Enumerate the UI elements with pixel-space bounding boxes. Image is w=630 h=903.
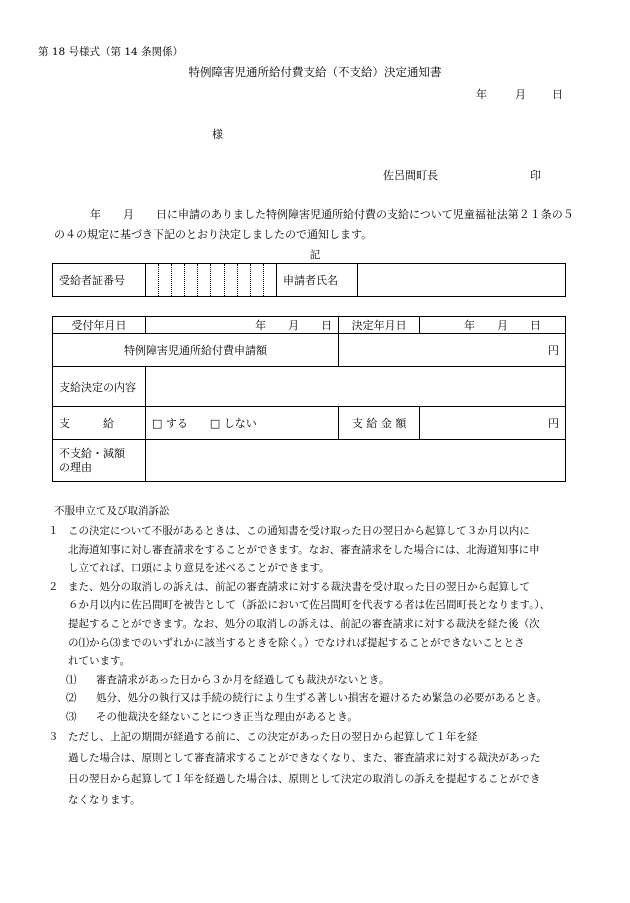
received-date-field[interactable]: 年 月 日: [146, 317, 339, 334]
issue-date: [476, 86, 563, 102]
sub-note-3: ⑶ その他裁決を経ないことにつき正当な理由があるとき。: [66, 710, 358, 723]
requested-amount-label: 特例障害児通所給付費申請額: [53, 334, 339, 367]
reason-label: [53, 440, 146, 482]
requested-amount-yen: 円: [548, 344, 559, 357]
note-3-line-2: 過した場合は、原則として審査請求することができなくなり、また、審査請求に対する裁決があった: [68, 751, 541, 764]
payment-label: 支 給: [53, 407, 146, 440]
digit-boxes: [146, 264, 276, 296]
note-3-line-4: なくなります。: [68, 793, 141, 806]
digit-box[interactable]: [211, 264, 224, 296]
issue-date-year: 年: [476, 88, 487, 101]
note-1-line-1: １ この決定について不服があるときは、この通知書を受け取った日の翌日から起算して３か月以内に: [48, 522, 596, 541]
intro-paragraph: [54, 205, 574, 245]
form-number: 第 18 号様式（第 14 条関係）: [38, 46, 184, 58]
note-3-line-1: ３ ただし、上記の期間が経過する前に、この決定があった日の翌日から起算して１年を経: [48, 727, 596, 748]
decision-table: [52, 316, 566, 482]
digit-box[interactable]: [159, 264, 172, 296]
requested-amount-field[interactable]: [339, 334, 566, 367]
sub-note-1: ⑴ 審査請求があった日から３か月を経過しても裁決がないとき。: [66, 673, 390, 686]
intro-text: 日に申請のありました特例障害児通所給付費の支給について児童福祉法第２１条の５の４の規定に基づき下記のとおり決定しましたので通知します。: [54, 208, 574, 241]
digit-box[interactable]: [198, 264, 211, 296]
decision-date-field[interactable]: 年 月 日: [420, 317, 566, 334]
payment-amount-label: 支 給 金 額: [339, 407, 420, 440]
recipient-cert-label: 受給者証番号: [53, 264, 146, 297]
reason-label-line2: の理由: [59, 460, 92, 474]
note-2-line-2: ６か月以内に佐呂間町を被告として（訴訟において佐呂間町を代表する者は佐呂間町長となります。）、: [68, 599, 551, 612]
digit-box[interactable]: [146, 264, 159, 296]
digit-box[interactable]: [264, 264, 276, 296]
digit-box[interactable]: [251, 264, 264, 296]
recipient-suffix: 様: [212, 128, 223, 141]
appeal-notes: [48, 522, 596, 811]
notes-heading: 不服申立て及び取消訴訟: [54, 505, 170, 517]
payment-yes-option[interactable]: □ する: [152, 417, 188, 430]
received-date-label: 受付年月日: [53, 317, 146, 334]
note-1-line-2: 北海道知事に対し審査請求をすることができます。なお、審査請求をした場合には、北海道知事に申: [68, 543, 540, 556]
decision-content-field[interactable]: [146, 367, 566, 407]
issuer-name: 佐呂間町長: [383, 169, 438, 182]
note-2-line-5: れています。: [68, 655, 131, 668]
ki-heading: 記: [309, 249, 321, 261]
reason-field[interactable]: [146, 440, 566, 482]
payment-amount-field[interactable]: [420, 407, 566, 440]
note-3-line-3: 日の翌日から起算して１年を経過した場合は、原則として決定の取消しの訴えを提起することができ: [68, 772, 541, 785]
intro-month: 月: [123, 208, 134, 221]
decision-date-label: 決定年月日: [339, 317, 420, 334]
seal-mark: 印: [530, 169, 541, 182]
payment-options: [146, 407, 339, 440]
note-2-line-1: ２ また、処分の取消しの訴えは、前記の審査請求に対する裁決書を受け取った日の翌日から起算して: [48, 578, 596, 597]
note-1-number: １: [48, 525, 59, 537]
note-3: [48, 727, 596, 811]
digit-box[interactable]: [225, 264, 238, 296]
document-title: 特例障害児通所給付費支給（不支給）決定通知書: [188, 65, 442, 79]
note-2-line-3: 提起することができます。なお、処分の取消しの訴えは、前記の審査請求に対する裁決を経た後（次: [68, 617, 540, 630]
digit-box[interactable]: [185, 264, 198, 296]
decision-content-label: 支給決定の内容: [53, 367, 146, 407]
intro-year: 年: [90, 208, 101, 221]
issue-date-month: 月: [515, 88, 526, 101]
recipient-cert-number-field[interactable]: [146, 264, 277, 297]
payment-amount-yen: 円: [548, 417, 559, 430]
digit-box[interactable]: [172, 264, 185, 296]
reason-label-line1: 不支給・減額: [59, 446, 125, 460]
applicant-name-label: 申請者氏名: [277, 264, 358, 297]
note-2-line-4: の⑴から⑶までのいずれかに該当するときを除く。）でなければ提起することができないこととさ: [68, 636, 525, 649]
payment-no-option[interactable]: □ しない: [209, 417, 257, 430]
note-3-number: ３: [48, 730, 59, 743]
note-2-number: ２: [48, 580, 59, 593]
applicant-name-field[interactable]: [358, 264, 566, 297]
issue-date-day: 日: [552, 88, 563, 101]
recipient-table: [52, 263, 566, 297]
sub-note-2: ⑵ 処分、処分の執行又は手続の続行により生ずる著しい損害を避けるため緊急の必要があるとき。: [66, 692, 548, 705]
note-1-line-3: し立てれば、口頭により意見を述べることができます。: [68, 562, 330, 575]
digit-box[interactable]: [238, 264, 251, 296]
